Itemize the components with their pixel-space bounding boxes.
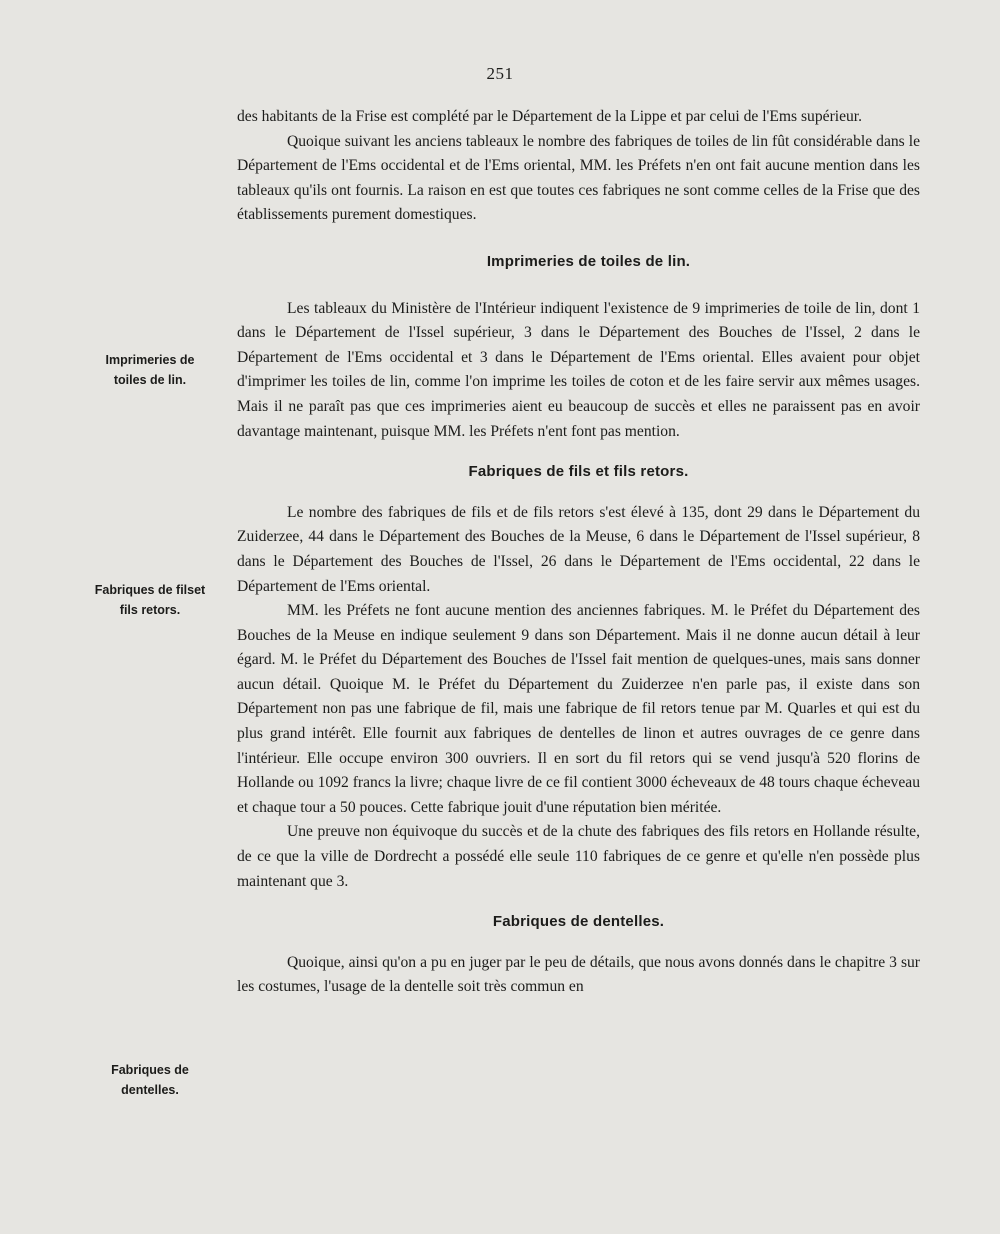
paragraph: Le nombre des fabriques de fils et de fils retors s'est élevé à 135, dont 29 dans le Département du Zuiderzee, 44 dans le Département des Bouches de la Meuse, 6 dans le Département de l'Issel supérieur, 8 dans le Département des Bouches de l'Issel, 26 dans le Département de l'Ems occidental, 22 dans le Département de l'Ems oriental.: [237, 503, 920, 595]
margin-note-line: dentelles.: [121, 1083, 179, 1097]
margin-note-line: fils retors.: [119, 603, 181, 617]
margin-note-line: toiles de lin.: [113, 373, 187, 387]
paragraph: Les tableaux du Ministère de l'Intérieur indiquent l'existence de 9 imprimeries de toile de lin, dont 1 dans le Département de l'Issel supérieur, 3 dans le Département des Bouches de l'Issel, 2 dans le Département de l'Ems occidental et 3 dans le Département de l'Ems oriental. Elles avaient pour objet d'imprimer les toiles de lin, comme l'on imprime les toiles de coton et de les faire servir aux mêmes usages. Mais il ne paraît pas que ces imprimeries aient eu beaucoup de succès et elles ne paraissent pas en avoir davantage maintenant, puisque MM. les Préfets n'ent font pas mention.: [237, 299, 920, 440]
section-heading: Imprimeries de toiles de lin.: [486, 252, 691, 270]
main-text: [237, 105, 920, 1000]
section-heading: Fabriques de dentelles.: [492, 913, 665, 931]
paragraph: MM. les Préfets ne font aucune mention des anciennes fabriques. M. le Préfet du Département des Bouches de la Meuse en indique seulement 9 dans son Département. Mais il ne donne aucun détail à leur égard. M. le Préfet du Département des Bouches de l'Issel fait mention de quelques-unes, mais sans donner aucun détail. Quoique M. le Préfet du Département du Zuiderzee n'en parle pas, il existe dans son Département non pas une fabrique de fil, mais une fabrique de fil retors tenue par M. Quarles et qui est du plus grand intérêt. Elle fournit aux fabriques de dentelles de linon et autres ouvrages de ce genre dans l'intérieur. Elle occupe environ 300 ouvriers. Il en sort du fil retors qui se vend jusqu'à 520 florins de Hollande ou 1092 francs la livre; chaque livre de ce fil contient 3000 écheveaux de 48 tours chaque écheveau et chaque tour a 50 pouces. Cette fabrique jouit d'une réputation bien méritée.: [237, 602, 920, 816]
margin-note-imprimeries: [70, 350, 230, 390]
section-heading: Fabriques de fils et fils retors.: [468, 463, 689, 481]
margin-note-line: Imprimeries de: [105, 353, 195, 367]
paragraph: des habitants de la Frise est complété par le Département de la Lippe et par celui de l'Ems supérieur.: [237, 108, 863, 125]
margin-note-line: Fabriques de: [111, 1063, 189, 1077]
margin-note-dentelles: [70, 1060, 230, 1100]
margin-note-line: Fabriques de filset: [94, 583, 206, 597]
paragraph: Une preuve non équivoque du succès et de la chute des fabriques des fils retors en Hollande résulte, de ce que la ville de Dordrecht a possédé elle seule 110 fabriques de ce genre et qu'elle n'en possède plus maintenant que 3.: [237, 823, 920, 890]
paragraph: Quoique, ainsi qu'on a pu en juger par le peu de détails, que nous avons donnés dans le chapitre 3 sur les costumes, l'usage de la dentelle soit très commun en: [237, 953, 920, 996]
page-number: 251: [486, 64, 514, 83]
margin-note-fils: [70, 580, 230, 620]
paragraph: Quoique suivant les anciens tableaux le nombre des fabriques de toiles de lin fût considérable dans le Département de l'Ems occidental et de l'Ems oriental, MM. les Préfets n'en ont fait aucune mention dans les tableaux qu'ils ont fournis. La raison en est que toutes ces fabriques ne sont comme celles de la Frise que des établissements purement domestiques.: [237, 132, 920, 224]
